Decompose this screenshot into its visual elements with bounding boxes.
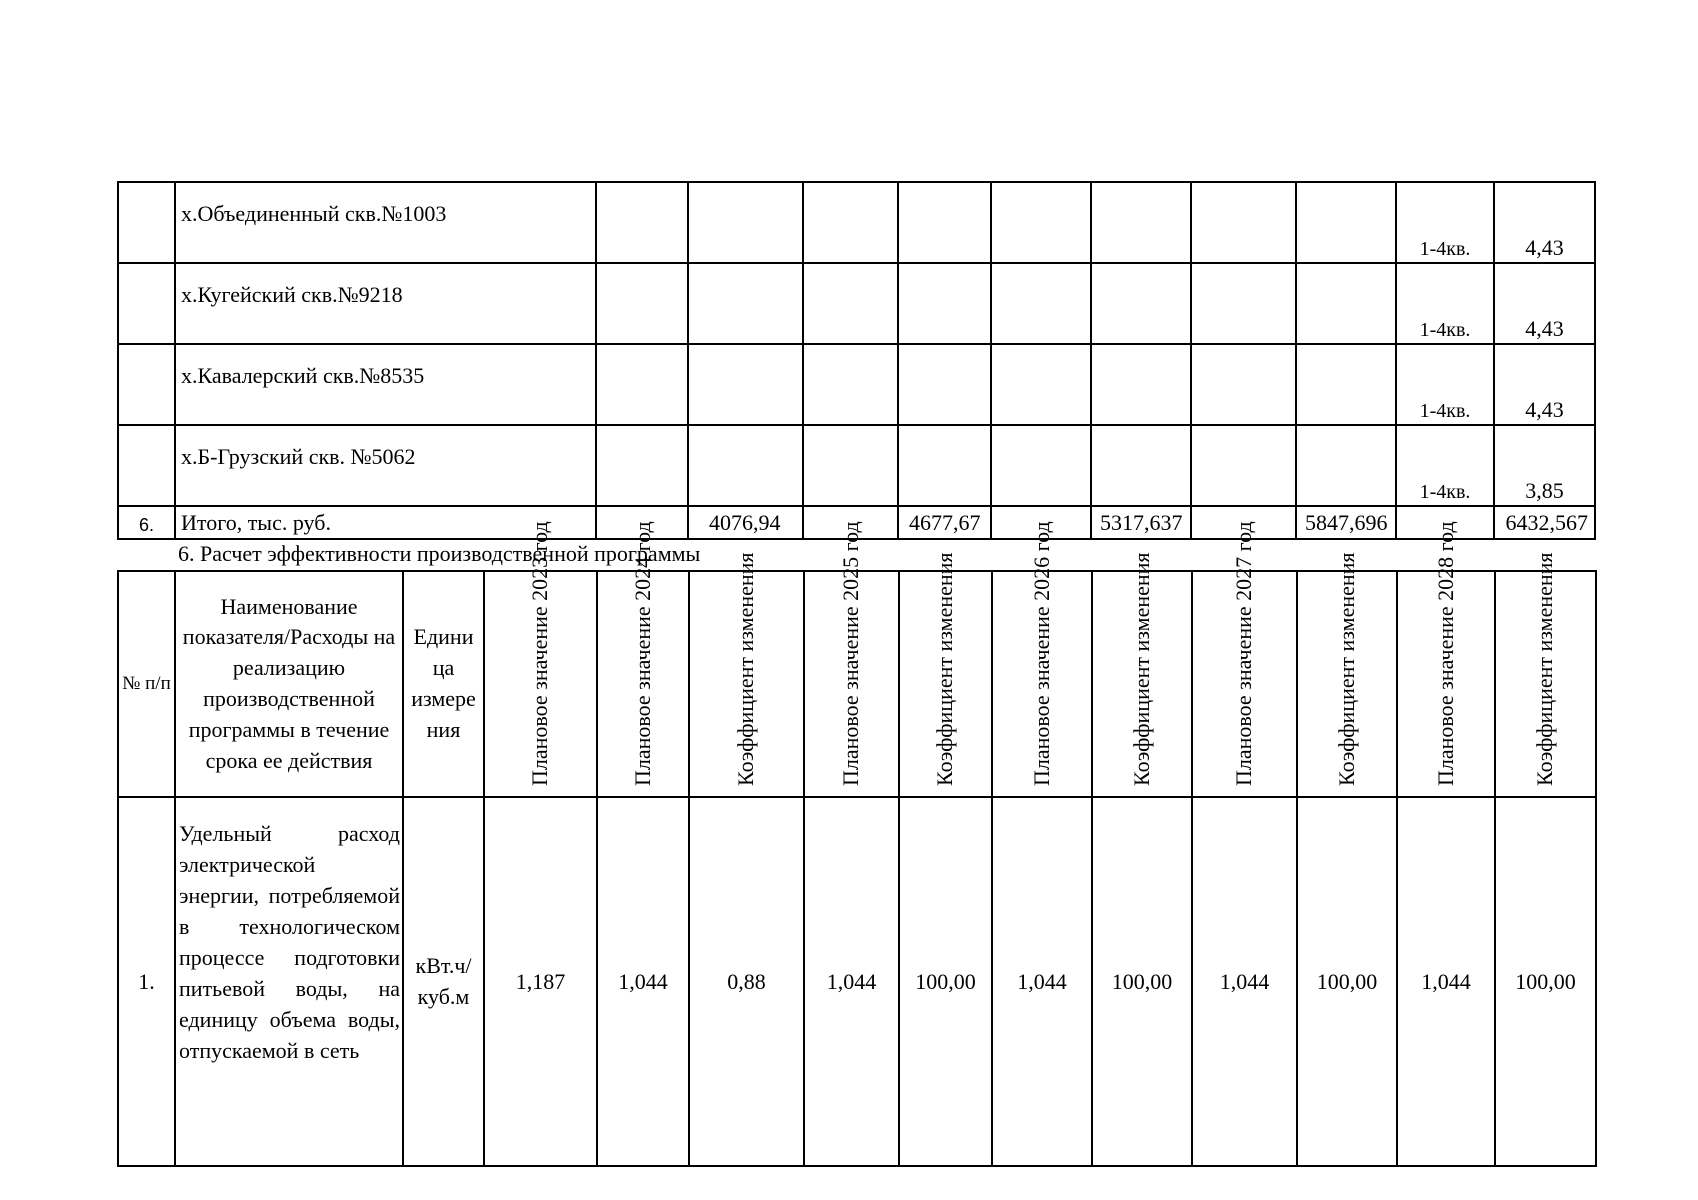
value-cell: 100,00 [1495, 797, 1596, 1166]
total-2024: 4677,67 [898, 506, 991, 539]
value-cell: 4,43 [1494, 344, 1595, 425]
row-number: 1. [118, 797, 175, 1166]
value-cell: 1,044 [1397, 797, 1495, 1166]
value-cell: 100,00 [1092, 797, 1192, 1166]
value-cell: 0,88 [689, 797, 804, 1166]
value-cell: 1,044 [1192, 797, 1297, 1166]
header-num: № п/п [118, 571, 175, 797]
header-plan-2025: Плановое значение 2025 год [804, 571, 899, 797]
header-plan-2024: Плановое значение 2024 год [597, 571, 689, 797]
value-cell: 100,00 [899, 797, 992, 1166]
location-name: х.Кугейский скв.№9218 [175, 263, 596, 344]
total-label: Итого, тыс. руб. [175, 506, 596, 539]
location-name: х.Кавалерский скв.№8535 [175, 344, 596, 425]
period-cell: 1-4кв. [1396, 182, 1494, 263]
header-plan-2023: Плановое значение 2023 год [484, 571, 597, 797]
location-name: х.Объединенный скв.№1003 [175, 182, 596, 263]
value-cell: 1,044 [597, 797, 689, 1166]
value-cell: 4,43 [1494, 182, 1595, 263]
header-unit: Едини ца измере ния [403, 571, 484, 797]
table-row [118, 263, 1595, 344]
table-row [118, 425, 1595, 506]
header-plan-2026: Плановое значение 2026 год [992, 571, 1092, 797]
cost-table [117, 181, 1596, 540]
total-2026: 5847,696 [1296, 506, 1396, 539]
period-cell: 1-4кв. [1396, 425, 1494, 506]
table-row [118, 797, 1596, 1166]
value-cell: 1,044 [992, 797, 1092, 1166]
header-plan-2027: Плановое значение 2027 год [1192, 571, 1297, 797]
header-coef-2028: Коэффициент изменения [1495, 571, 1596, 797]
period-cell: 1-4кв. [1396, 344, 1494, 425]
value-cell: 1,187 [484, 797, 597, 1166]
header-coef-2024: Коэффициент изменения [689, 571, 804, 797]
value-cell: 3,85 [1494, 425, 1595, 506]
value-cell: 100,00 [1297, 797, 1397, 1166]
table-row [118, 182, 1595, 263]
period-cell: 1-4кв. [1396, 263, 1494, 344]
total-number: 6. [118, 506, 175, 539]
total-2025: 5317,637 [1091, 506, 1191, 539]
header-coef-2025: Коэффициент изменения [899, 571, 992, 797]
location-name: х.Б-Грузский скв. №5062 [175, 425, 596, 506]
header-coef-2026: Коэффициент изменения [1092, 571, 1192, 797]
header-row [118, 571, 1596, 797]
table-row [118, 344, 1595, 425]
header-coef-2027: Коэффициент изменения [1297, 571, 1397, 797]
header-plan-2028: Плановое значение 2028 год [1397, 571, 1495, 797]
section-caption: 6. Расчет эффективности производственной программы [178, 541, 701, 566]
indicator-name: Удельный расход электрической энергии, потребляемой в технологическом процессе подготовки питьевой воды, на единицу объема воды, отпускаемой в сеть [175, 797, 403, 1166]
value-cell: 4,43 [1494, 263, 1595, 344]
total-2023: 4076,94 [688, 506, 803, 539]
total-2027: 6432,567 [1494, 506, 1595, 539]
header-name: Наименование показателя/Расходы на реализацию производственной программы в течение срока ее действия [175, 571, 403, 797]
indicator-unit: кВт.ч/ куб.м [403, 797, 484, 1166]
value-cell: 1,044 [804, 797, 899, 1166]
